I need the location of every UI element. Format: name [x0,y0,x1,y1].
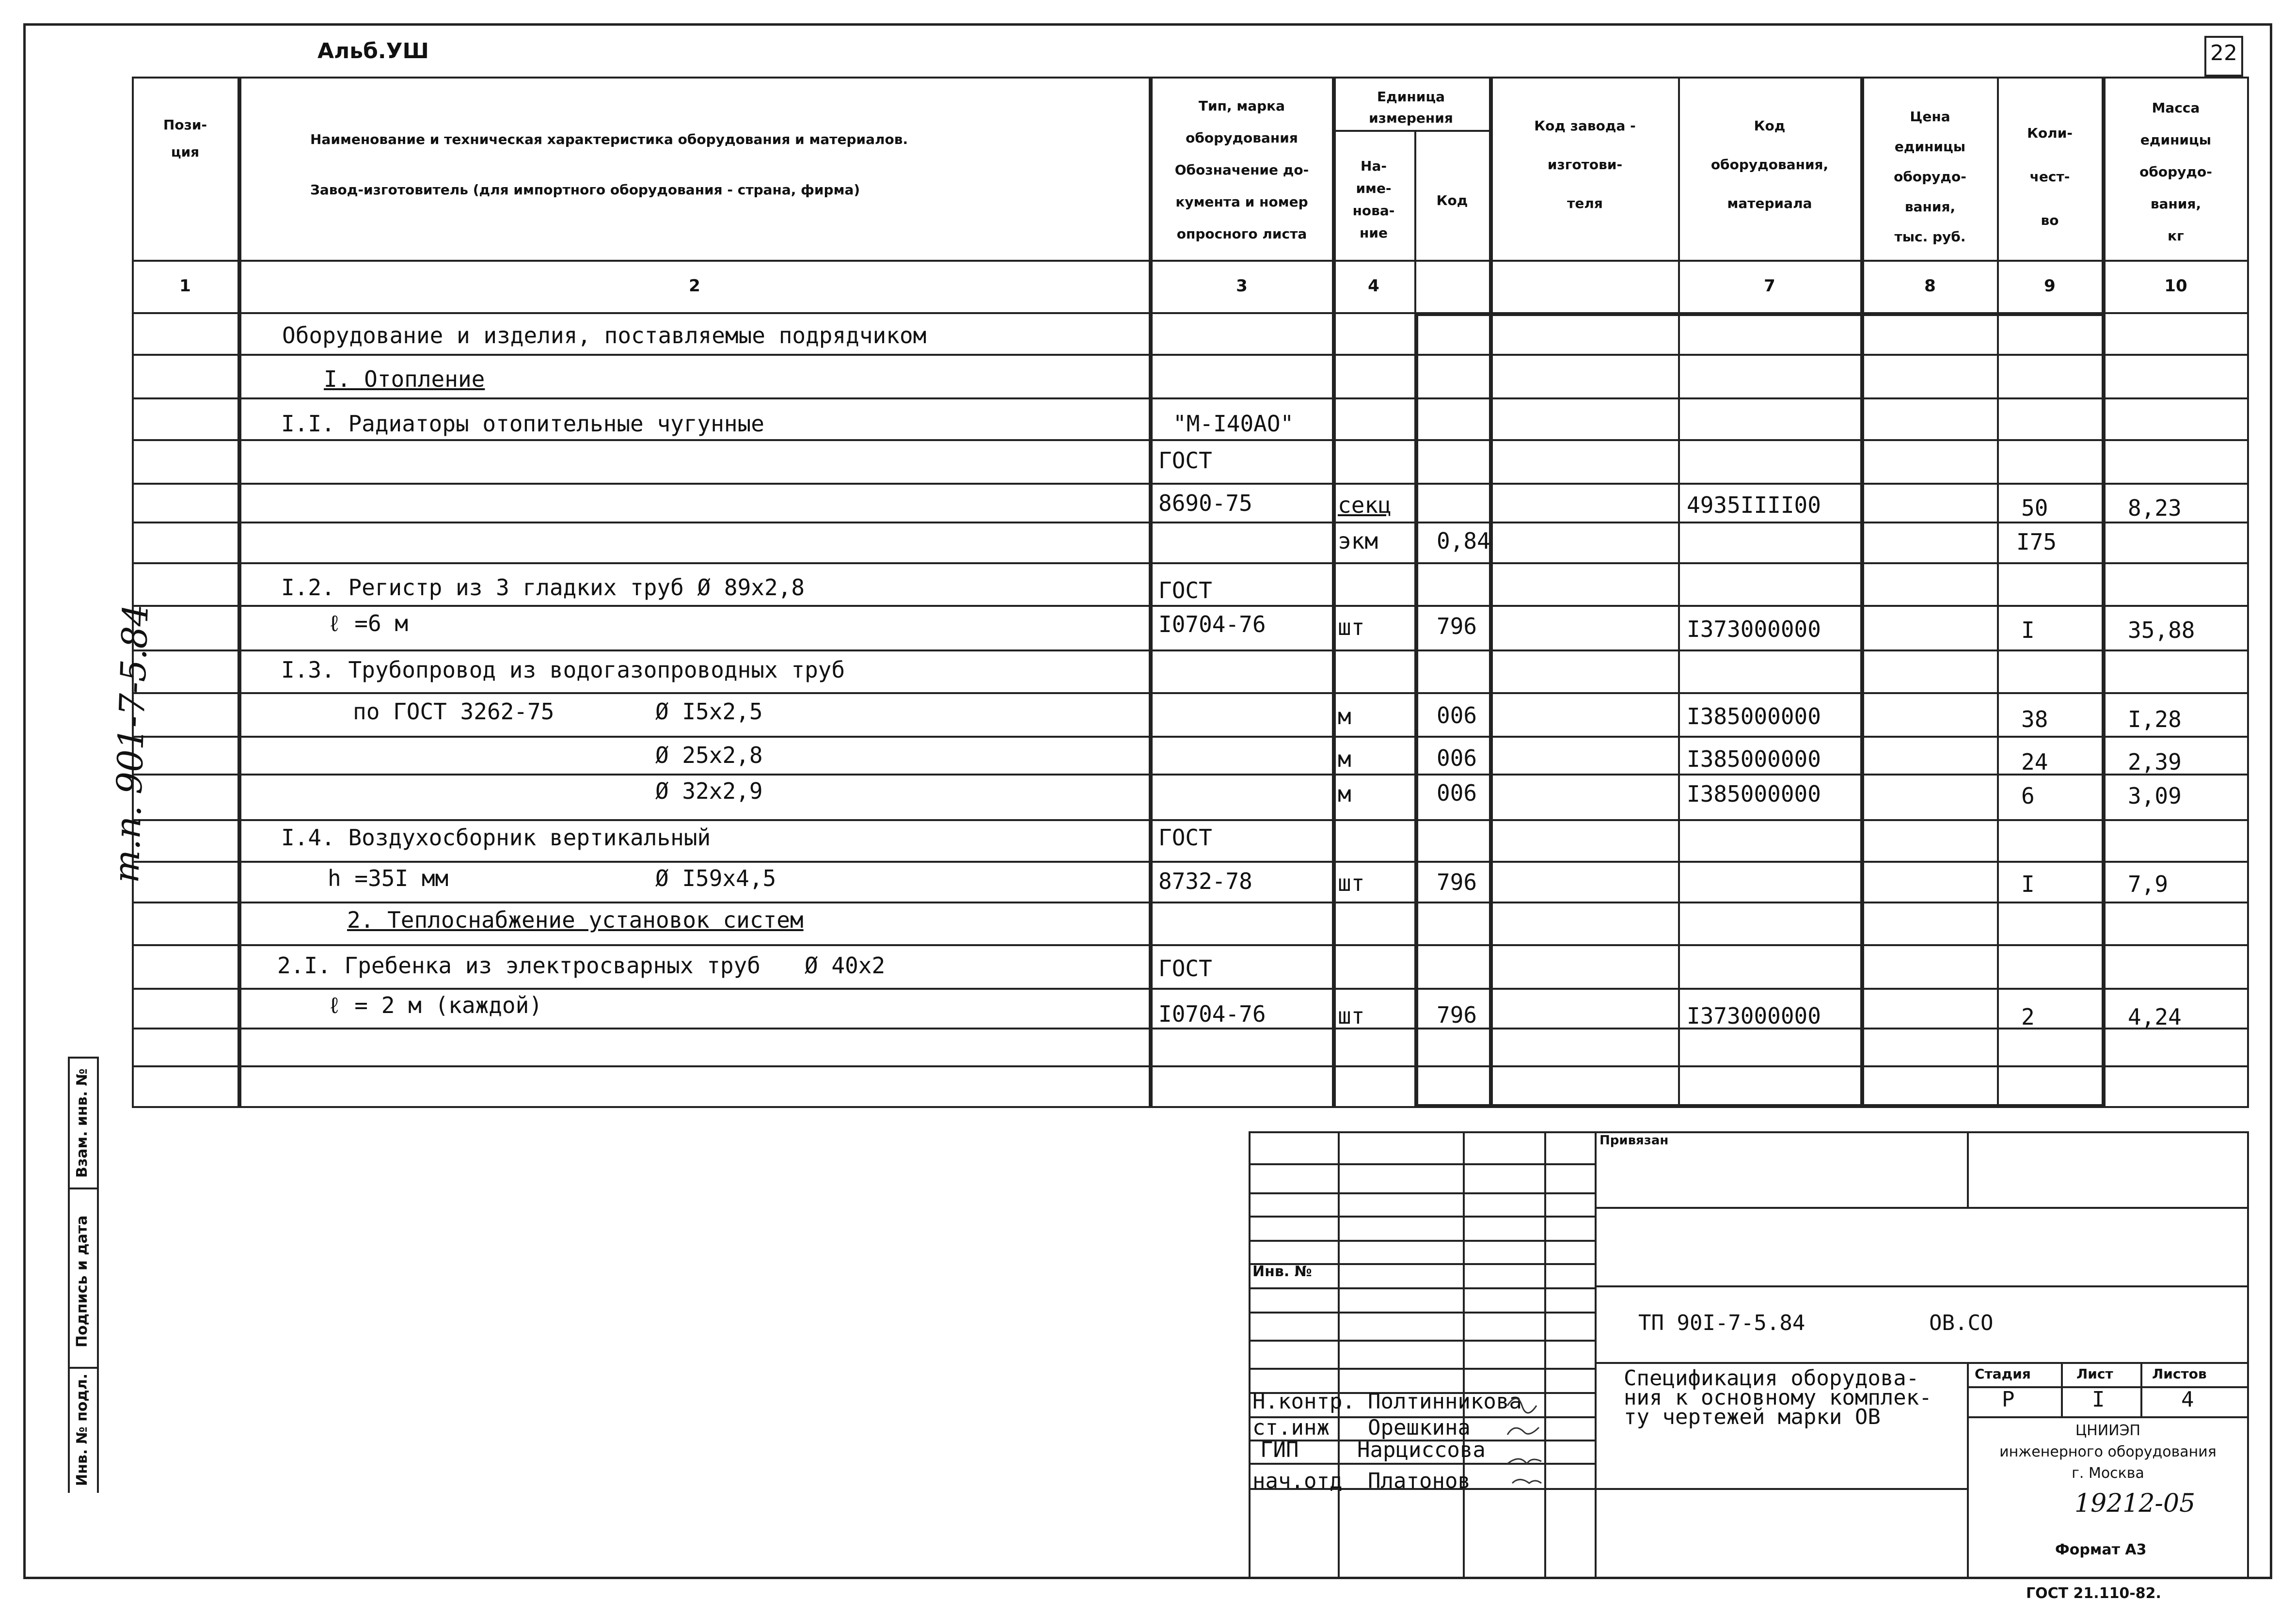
row-name: I.3. Трубопровод из водогазопроводных труб [281,657,845,683]
row-unit-code: 796 [1437,1002,1477,1028]
row-mass: 3,09 [2128,783,2182,809]
row-dimension: Ø 25х2,8 [655,742,763,768]
row-dimension: Ø I59х4,5 [655,865,776,891]
header-type: Тип, марка оборудования Обозначение до- кумента и номер опросного листа [1174,98,1309,242]
row-name: ℓ =6 м [328,610,409,636]
row-mass: 8,23 [2128,495,2182,521]
row-dimension: Ø 32х2,9 [655,778,763,804]
col-number: 4 [1368,276,1379,296]
row-quantity: I75 [2016,529,2057,555]
row-mass: 35,88 [2128,617,2195,643]
side-handwritten-code: т.п. 901-7-5.84 [106,603,157,884]
signer-role: нач.отд [1252,1469,1343,1493]
signer-name: Нарциссова [1357,1438,1486,1462]
row-equipment-code: I373000000 [1687,1003,1821,1029]
row-quantity: I [2021,617,2035,643]
header-name: Наименование и техническая характеристика оборудования и материалов. [310,131,908,147]
privyazan-label: Привязан [1599,1133,1669,1148]
row-name: Оборудование и изделия, поставляемые подрядчиком [282,322,927,348]
header-position: Пози- ция [163,117,207,160]
row-type: ГОСТ [1158,955,1212,982]
col-number: 3 [1236,276,1248,296]
row-quantity: 24 [2021,749,2048,775]
row-type: "М-I40АО" [1173,411,1294,437]
row-type: 8732-78 [1158,868,1252,894]
row-quantity: I [2021,871,2035,897]
row-unit-code: 796 [1437,869,1477,895]
row-type: I0704-76 [1158,1001,1266,1027]
row-name: 2.I. Гребенка из электросварных труб [277,952,760,979]
header-mass: Масса единицы оборудо- вания, кг [2139,100,2212,244]
row-type: ГОСТ [1158,577,1212,603]
row-name: h =35I мм [328,865,449,891]
row-quantity: 6 [2021,783,2035,809]
row-mass: 2,39 [2128,749,2182,775]
col-number: 7 [1764,276,1775,296]
row-name: I.4. Воздухосборник вертикальный [281,824,711,851]
row-unit: шт [1338,614,1365,640]
format-label: Формат А3 [2055,1541,2147,1558]
row-equipment-code: 4935IIII00 [1687,492,1821,518]
row-quantity: 50 [2021,495,2048,521]
sheet-label: Лист [2076,1366,2113,1382]
signer-role: Н.контр. [1252,1389,1355,1414]
row-type: ГОСТ [1158,447,1212,474]
row-equipment-code: I373000000 [1687,616,1821,642]
row-unit: экм [1338,528,1378,554]
header-unit-code: Код [1436,192,1468,208]
signature-marks [1503,1386,1599,1493]
inv-no-label: Инв. № [1252,1263,1312,1280]
row-name: I.2. Регистр из 3 гладких труб Ø 89х2,8 [281,574,805,601]
header-equipment-code: Код оборудования, материала [1710,118,1829,211]
sheet-value: I [2092,1387,2105,1412]
page-number: 22 [2210,41,2237,65]
sheets-label: Листов [2152,1366,2207,1382]
album-label: Альб.УШ [317,39,429,63]
col-number: 9 [2044,276,2056,296]
row-mass: I,28 [2128,706,2182,732]
row-unit: м [1338,703,1351,729]
signer-role: ГИП [1260,1438,1299,1462]
row-unit: шт [1338,1003,1365,1029]
col-number: 10 [2164,276,2187,296]
row-unit-code: 0,84 [1437,528,1490,554]
row-unit: м [1338,781,1351,807]
document-code: ТП 90I-7-5.84 [1638,1311,1805,1335]
row-equipment-code: I385000000 [1687,703,1821,729]
col-number: 2 [689,276,700,296]
row-unit-code: 006 [1437,780,1477,806]
header-price: Цена единицы оборудо- вания, тыс. руб. [1894,109,1966,245]
row-mass: 4,24 [2128,1004,2182,1030]
row-unit-code: 796 [1437,613,1477,639]
row-type: 8690-75 [1158,490,1252,516]
row-equipment-code: I385000000 [1687,746,1821,772]
header-manufacturer-code: Код завода - изготови- теля [1534,118,1636,211]
side-label-signature-date: Подпись и дата [74,1215,91,1347]
row-name: ℓ = 2 м (каждой) [328,992,543,1018]
col-number: 8 [1924,276,1936,296]
signer-name: Полтинникова [1368,1389,1522,1414]
col-number: 1 [179,276,191,296]
row-type: I0704-76 [1158,611,1266,637]
row-unit: м [1338,746,1351,772]
row-name: по ГОСТ 3262-75 [353,698,554,725]
document-title: Спецификация оборудова- ния к основному комплек- ту чертежей марки ОВ [1624,1366,1932,1429]
row-type: ГОСТ [1158,824,1212,851]
row-unit-code: 006 [1437,745,1477,771]
stage-label: Стадия [1975,1366,2031,1382]
row-unit-code: 006 [1437,702,1477,728]
row-dimension: Ø 40х2 [805,952,886,979]
signer-name: Орешкина [1368,1415,1471,1440]
signer-name: Платонов [1368,1469,1471,1493]
section-heading: 2. Теплоснабжение установок систем [347,907,804,933]
signer-role: ст.инж [1252,1415,1330,1440]
organization: ЦНИИЭП инженерного оборудования г. Москва [1999,1422,2217,1482]
side-label-replaced-inv: Взам. инв. № [74,1068,91,1178]
drawing-frame [23,23,2272,1579]
row-equipment-code: I385000000 [1687,781,1821,807]
header-unit-group: Единица измерения [1369,89,1453,126]
stage-value: Р [2002,1387,2015,1412]
drawing-mark: ОВ.СО [1929,1311,1994,1335]
gost-label: ГОСТ 21.110-82. [2026,1585,2161,1602]
row-dimension: Ø I5х2,5 [655,698,763,725]
archive-number: 19212-05 [2074,1489,2196,1518]
row-quantity: 38 [2021,706,2048,732]
row-mass: 7,9 [2128,871,2169,897]
sheets-value: 4 [2181,1387,2194,1412]
header-manufacturer: Завод-изготовитель (для импортного оборудования - страна, фирма) [310,182,860,198]
side-label-inv-orig: Инв. № подл. [74,1373,91,1486]
row-name: I.I. Радиаторы отопительные чугунные [281,411,764,437]
header-unit-name: На- име- нова- ние [1352,158,1395,241]
row-quantity: 2 [2021,1004,2035,1030]
row-unit: шт [1338,870,1365,896]
row-unit: секц [1338,492,1392,518]
section-heading: I. Отопление [324,366,485,392]
header-quantity: Коли- чест- во [2027,125,2073,228]
